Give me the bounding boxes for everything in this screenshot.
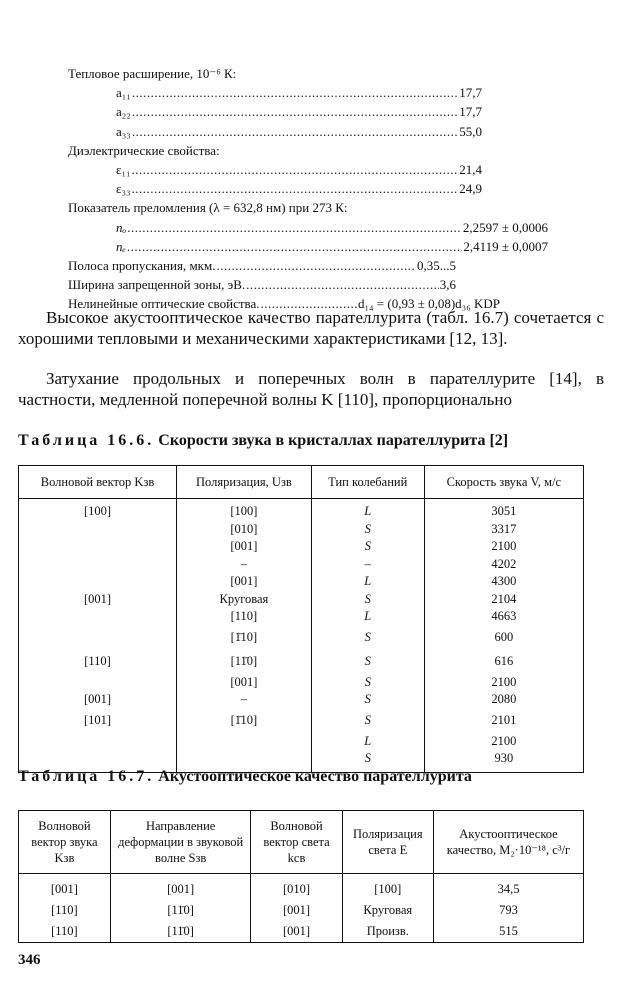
table-cell: – [311, 556, 424, 574]
property-ne: nₑ ..... 2,4119 ± 0,0007 [68, 237, 548, 256]
table-cell: L [311, 608, 424, 626]
table-cell: S [311, 709, 424, 733]
table-cell: [001] [19, 591, 177, 609]
table-row [19, 591, 584, 609]
table-row [19, 874, 584, 901]
table-cell: [001] [110, 874, 251, 901]
property-e11: ε₁₁ ..... 21,4 [68, 160, 482, 179]
table-cell: 4202 [424, 556, 583, 574]
table-cell: [1̄10] [177, 626, 312, 650]
table1-caption: Таблица 16.6. Скорости звука в кристаллах парателлурита [2] [18, 432, 509, 449]
property-nonlinear: Нелинейные оптические свойства. ..... d₁₄ = (0,93 ± 0,08)d₃₆ KDP [68, 294, 500, 313]
table-cell: [100] [177, 499, 312, 521]
table-row [19, 499, 584, 521]
table-row [19, 709, 584, 733]
table-cell [19, 626, 177, 650]
acoustooptic-table [18, 810, 584, 943]
table-cell: [001] [177, 538, 312, 556]
table-cell: [1̄10] [177, 709, 312, 733]
column-header: Поляризация, Uзв [177, 466, 312, 499]
sound-speed-table [18, 465, 584, 773]
table-row [19, 521, 584, 539]
table-cell: 4663 [424, 608, 583, 626]
table-cell: [100] [342, 874, 433, 901]
table-row [19, 573, 584, 591]
column-header: Направление деформации в звуковой волне Sзв [110, 811, 251, 874]
table-cell: – [177, 691, 312, 709]
table-cell: Круговая [177, 591, 312, 609]
column-header: Поляризация света E [342, 811, 433, 874]
table-cell: [110] [177, 608, 312, 626]
table-cell [19, 608, 177, 626]
table-cell: Круговая [342, 900, 433, 921]
table-cell [19, 733, 177, 751]
table-row [19, 674, 584, 692]
paragraph-2: Затухание продольных и поперечных волн в парателлурите [14], в частности, медленной поперечной волны K [110], пропорционально [18, 369, 604, 409]
table-cell: [11̄0] [110, 921, 251, 943]
table-cell [19, 674, 177, 692]
property-band: Полоса пропускания, мкм. ..... 0,35...5 [68, 256, 456, 275]
table2-caption: Таблица 16.7. Акустооптическое качество парателлурита [18, 768, 472, 785]
table-cell [19, 556, 177, 574]
table-cell: S [311, 691, 424, 709]
table-cell: 34,5 [434, 874, 584, 901]
page-number: 346 [18, 952, 41, 968]
table-cell: 2100 [424, 674, 583, 692]
table-cell: 515 [434, 921, 584, 943]
table-cell: S [311, 591, 424, 609]
table-cell: 930 [424, 750, 583, 772]
table-cell: Произв. [342, 921, 433, 943]
table-cell: 3051 [424, 499, 583, 521]
table-cell [19, 521, 177, 539]
column-header: Волновой вектор звука Kзв [19, 811, 111, 874]
table-row [19, 608, 584, 626]
refraction-heading: Показатель преломления (λ = 632,8 нм) при 273 К: [68, 200, 348, 216]
table-cell: L [311, 733, 424, 751]
table-row [19, 921, 584, 943]
table-cell: [110] [19, 900, 111, 921]
property-gap: Ширина запрещенной зоны, эВ. ..... 3,6 [68, 275, 456, 294]
table-cell: [110] [19, 650, 177, 674]
table-cell: 2104 [424, 591, 583, 609]
property-a11: a₁₁ ..... 17,7 [68, 83, 482, 102]
dielectric-heading: Диэлектрические свойства: [68, 142, 220, 158]
table-cell: [010] [177, 521, 312, 539]
table-cell: [110] [19, 921, 111, 943]
paragraph-1: Высокое акустооптическое качество парателлурита (табл. 16.7) сочетается с хорошими тепловыми и механическими характеристиками [12, 13]. [18, 308, 604, 348]
table-cell: 2100 [424, 733, 583, 751]
table-cell: 2101 [424, 709, 583, 733]
table-cell: 600 [424, 626, 583, 650]
table-row [19, 626, 584, 650]
table-cell: [100] [19, 499, 177, 521]
table-cell: 2080 [424, 691, 583, 709]
column-header: Скорость звука V, м/с [424, 466, 583, 499]
table-row [19, 650, 584, 674]
table-cell: L [311, 573, 424, 591]
column-header: Волновой вектор света kсв [251, 811, 342, 874]
table-cell: [001] [251, 900, 342, 921]
table-cell: [001] [19, 691, 177, 709]
table-cell: [101] [19, 709, 177, 733]
table-cell [177, 733, 312, 751]
property-e33: ε₃₃ ..... 24,9 [68, 179, 482, 198]
property-a22: a₂₂ ..... 17,7 [68, 102, 482, 121]
table-row [19, 733, 584, 751]
table-cell: 793 [434, 900, 584, 921]
table-cell: S [311, 626, 424, 650]
table-cell: S [311, 650, 424, 674]
table-cell: [001] [177, 674, 312, 692]
table-cell: S [311, 521, 424, 539]
table-cell: [001] [19, 874, 111, 901]
table-cell: [001] [251, 921, 342, 943]
table-cell: [010] [251, 874, 342, 901]
table-cell: L [311, 499, 424, 521]
thermal-heading: Тепловое расширение, 10⁻⁶ К: [68, 66, 237, 81]
column-header: Акустооптическое качество, M₂·10⁻¹⁸, с³/г [434, 811, 584, 874]
column-header: Тип колебаний [311, 466, 424, 499]
properties-list [68, 64, 548, 313]
table-cell: S [311, 674, 424, 692]
table-cell: S [311, 750, 424, 772]
table-cell: 3317 [424, 521, 583, 539]
property-a33: a₃₃ ..... 55,0 [68, 122, 482, 141]
table-row [19, 556, 584, 574]
table-cell: S [311, 538, 424, 556]
table-cell: [11̄0] [110, 900, 251, 921]
table-cell: 616 [424, 650, 583, 674]
table-row [19, 691, 584, 709]
table-row [19, 900, 584, 921]
table-row [19, 538, 584, 556]
table-cell [19, 573, 177, 591]
table-cell: – [177, 556, 312, 574]
table-cell: 2100 [424, 538, 583, 556]
table-cell: 4300 [424, 573, 583, 591]
table-cell: [11̄0] [177, 650, 312, 674]
table-cell [19, 538, 177, 556]
property-no: nₒ ..... 2,2597 ± 0,0006 [68, 218, 548, 237]
table-cell: [001] [177, 573, 312, 591]
column-header: Волновой вектор Kзв [19, 466, 177, 499]
